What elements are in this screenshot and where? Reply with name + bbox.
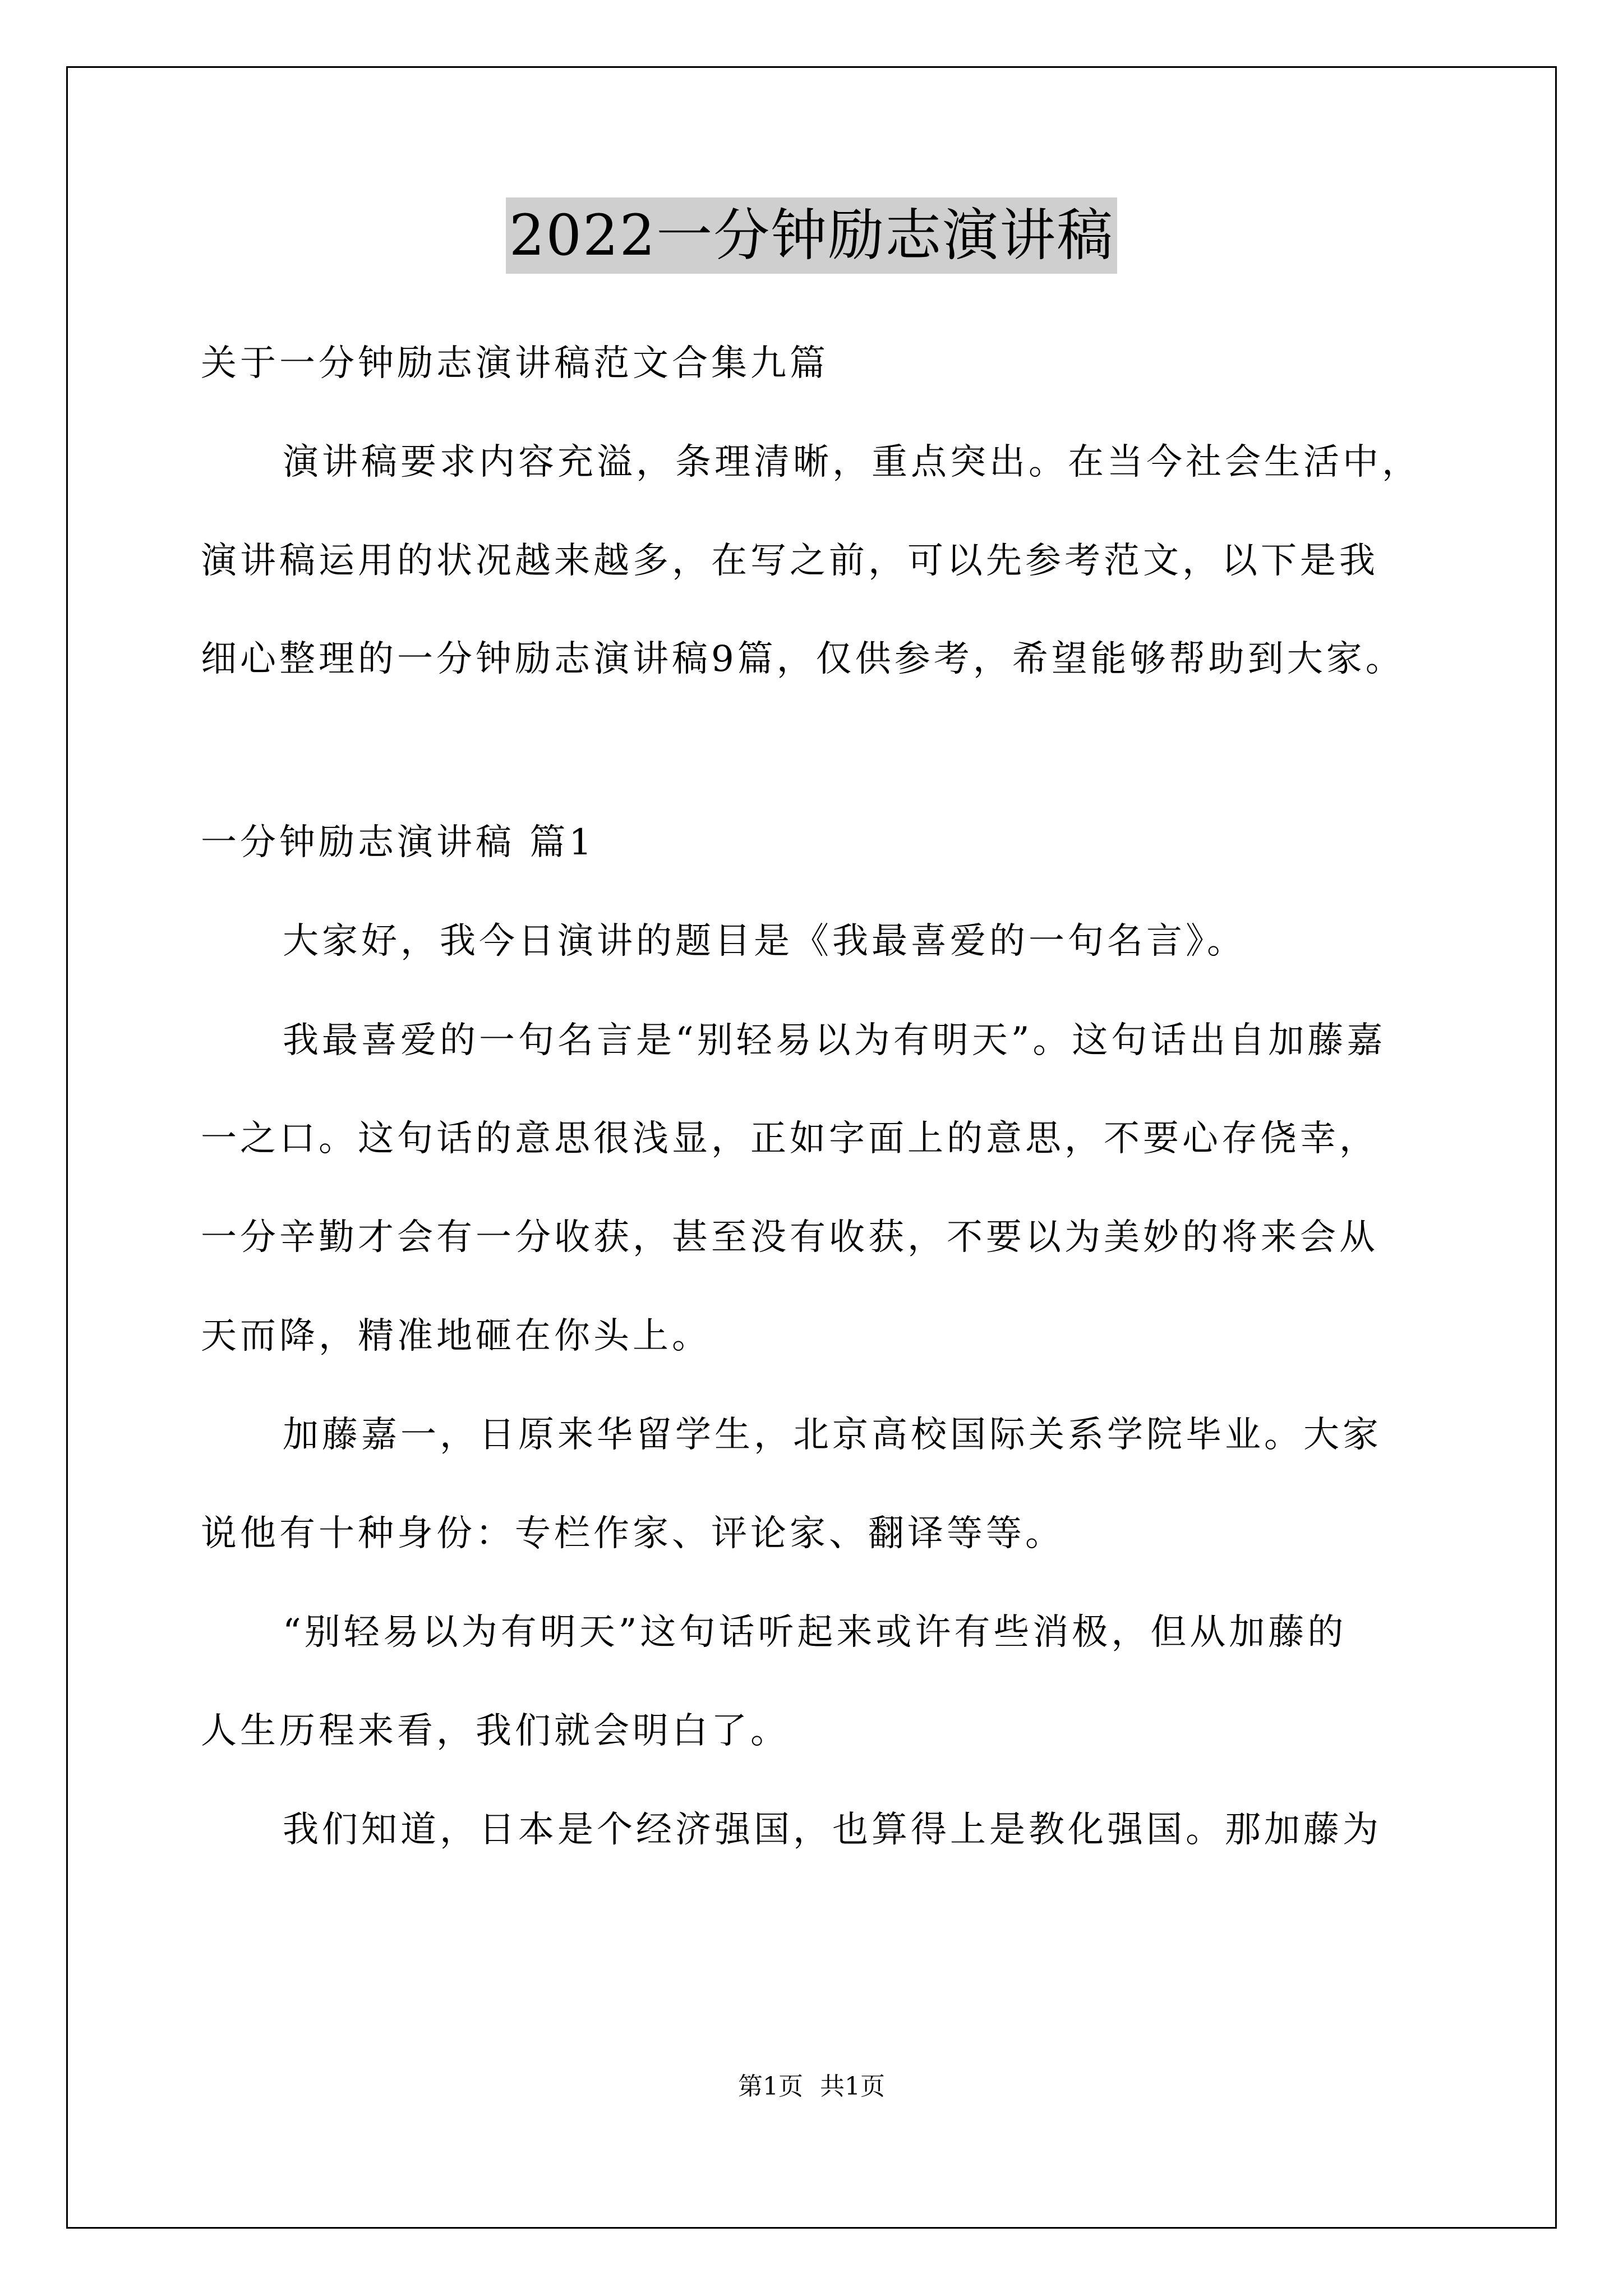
page-number: 第1页 (738, 2072, 803, 2101)
paragraph-line: 演讲稿要求内容充溢，条理清晰，重点突出。在当今社会生活中， (283, 441, 1421, 483)
page-footer (0, 2071, 1623, 2102)
paragraph-line: 大家好，我今日演讲的题目是《我最喜爱的一句名言》。 (283, 921, 1246, 962)
paragraph-line: 细心整理的一分钟励志演讲稿9篇，仅供参考，希望能够帮助到大家。 (201, 638, 1405, 680)
paragraph-line: “别轻易以为有明天”这句话听起来或许有些消极，但从加藤的 (283, 1612, 1347, 1653)
paragraph-line: 一分辛勤才会有一分收获，甚至没有收获，不要以为美妙的将来会从 (201, 1217, 1378, 1258)
subtitle-line: 关于一分钟励志演讲稿范文合集九篇 (201, 343, 829, 384)
paragraph-line: 一之口。这句话的意思很浅显，正如字面上的意思，不要心存侥幸， (201, 1118, 1378, 1159)
title-container (0, 197, 1623, 274)
section-heading: 一分钟励志演讲稿 篇1 (201, 822, 596, 863)
paragraph-line: 演讲稿运用的状况越来越多，在写之前，可以先参考范文，以下是我 (201, 540, 1378, 582)
paragraph-line: 加藤嘉一，日原来华留学生，北京高校国际关系学院毕业。大家 (283, 1414, 1382, 1456)
paragraph-line: 说他有十种身份：专栏作家、评论家、翻译等等。 (201, 1513, 1064, 1554)
paragraph-line: 我最喜爱的一句名言是“别轻易以为有明天”。这句话出自加藤嘉 (283, 1020, 1386, 1061)
paragraph-line: 我们知道，日本是个经济强国，也算得上是教化强国。那加藤为 (283, 1809, 1382, 1851)
page-total: 共1页 (820, 2072, 885, 2101)
paragraph-line: 天而降，精准地砸在你头上。 (201, 1315, 711, 1357)
paragraph-line: 人生历程来看，我们就会明白了。 (201, 1710, 790, 1752)
document-title: 2022一分钟励志演讲稿 (506, 197, 1118, 274)
